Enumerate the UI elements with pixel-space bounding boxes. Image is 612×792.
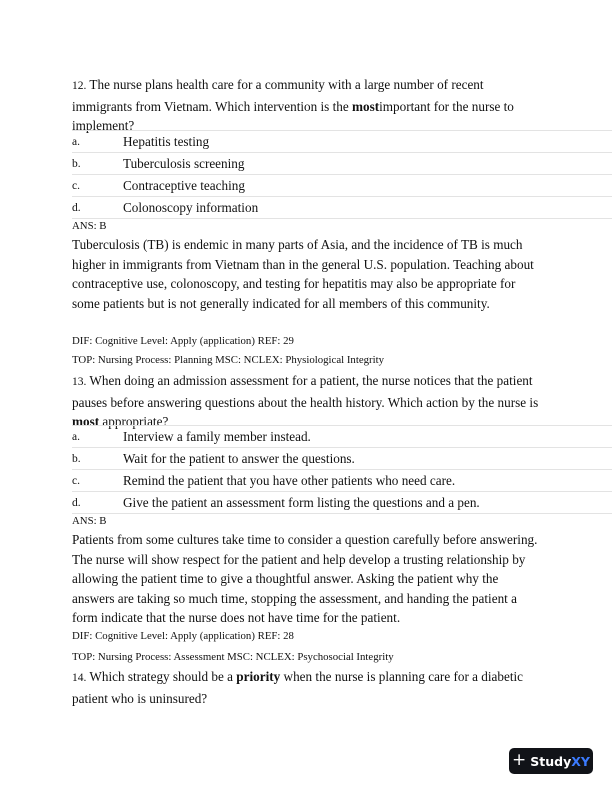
option-a — [72, 130, 612, 152]
difficulty-meta: DIF: Cognitive Level: Apply (application) REF: 28 — [72, 630, 294, 642]
rationale: Patients from some cultures take time to consider a question carefully before answering. The nurse will show respect for the patient and help develop a trusting relationship by allowing the patient time to give a thoughtful answer. Asking the patient why the answers are taking so much time, stopping the assessment, and handing the patient a form indicate that the nurse does not have time for the patient. — [72, 532, 538, 625]
brand-word-study: Study — [530, 753, 572, 769]
option-text: Colonoscopy information — [123, 199, 259, 215]
stem-text: when the nurse is planning care for a diabetic patient who is uninsured? — [72, 669, 524, 706]
answer-key: ANS: B — [72, 515, 107, 527]
question-14-stem — [72, 667, 542, 708]
brand-word-xy: XY — [571, 753, 590, 769]
answer-key: ANS: B — [72, 220, 107, 232]
option-letter: b. — [72, 157, 81, 170]
option-c — [72, 174, 612, 196]
option-letter: d. — [72, 201, 81, 214]
option-d — [72, 491, 612, 514]
question-13-stem — [72, 371, 542, 432]
option-letter: c. — [72, 474, 80, 487]
option-b — [72, 447, 612, 469]
option-a — [72, 425, 612, 447]
stem-text: Which strategy should be a — [86, 669, 237, 684]
option-letter: c. — [72, 179, 80, 192]
option-text: Give the patient an assessment form listing the questions and a pen. — [123, 494, 480, 510]
stem-text: The nurse plans health care for a community with a large number of recent immigrants from Vietnam. Which intervention is the — [72, 77, 484, 114]
option-text: Tuberculosis screening — [123, 155, 245, 171]
option-text: Hepatitis testing — [123, 133, 210, 149]
option-text: Wait for the patient to answer the questions. — [123, 450, 355, 466]
difficulty-meta: DIF: Cognitive Level: Apply (application) REF: 29 — [72, 335, 294, 347]
question-number: 14. — [72, 672, 87, 684]
stem-emphasis: priority — [236, 669, 281, 684]
studyxy-badge[interactable] — [509, 748, 593, 774]
option-text: Remind the patient that you have other patients who need care. — [123, 472, 456, 488]
topic-meta: TOP: Nursing Process: Planning MSC: NCLEX: Physiological Integrity — [72, 354, 385, 366]
rationale: Tuberculosis (TB) is endemic in many parts of Asia, and the incidence of TB is much higher in immigrants from Vietnam than in the general U.S. population. Teaching about contraceptive use, colonoscopy, and testing for hepatitis may also be appropriate for some patients but is not generally indicated for all members of this community. — [72, 237, 534, 311]
option-letter: d. — [72, 496, 81, 509]
stem-text: important for the nurse to implement? — [72, 98, 514, 133]
question-12-stem — [72, 75, 542, 136]
brand-wordmark — [530, 754, 590, 769]
option-d — [72, 196, 612, 219]
option-text: Contraceptive teaching — [123, 177, 245, 193]
option-c — [72, 469, 612, 491]
option-letter: a. — [72, 430, 80, 443]
question-number: 13. — [72, 376, 87, 388]
stem-emphasis: most — [352, 98, 380, 114]
option-letter: a. — [72, 135, 80, 148]
stem-text: When doing an admission assessment for a patient, the nurse notices that the patient pauses before answering questions about the health history. Which action by the nurse is — [72, 373, 539, 410]
topic-meta: TOP: Nursing Process: Assessment MSC: NCLEX: Psychosocial Integrity — [72, 651, 394, 663]
stem-emphasis: most — [72, 414, 100, 429]
option-letter: b. — [72, 452, 81, 465]
question-13-options — [72, 425, 612, 514]
question-number: 12. — [72, 80, 87, 92]
option-text: Interview a family member instead. — [123, 428, 311, 444]
question-12-options — [72, 130, 612, 219]
stem-text: appropriate? — [99, 414, 169, 429]
option-b — [72, 152, 612, 174]
plus-icon: + — [512, 750, 527, 770]
